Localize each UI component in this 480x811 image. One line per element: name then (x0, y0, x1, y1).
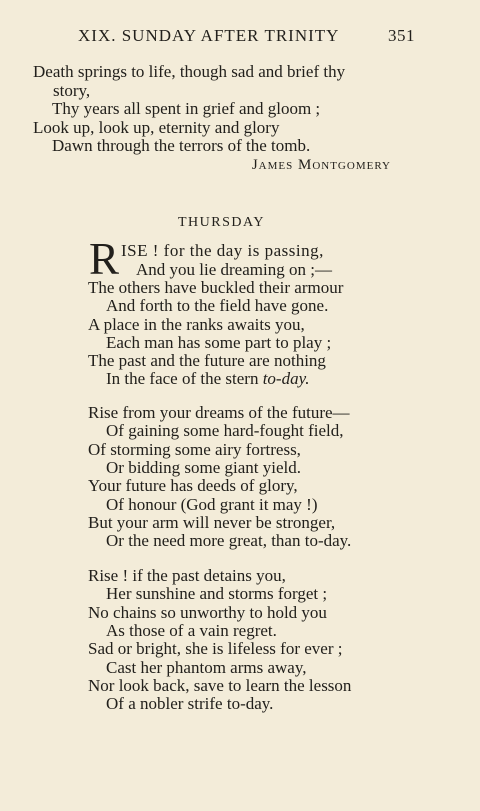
poem-attribution: James Montgomery (251, 157, 391, 173)
drop-cap: R (89, 234, 120, 284)
prev-poem-line: Thy years all spent in grief and gloom ; (52, 99, 321, 118)
poem-line (106, 369, 309, 389)
poem-line: A place in the ranks awaits you, (88, 315, 305, 334)
poem-line: No chains so unworthy to hold you (88, 603, 327, 622)
poem-line: Rise ! if the past detains you, (88, 566, 286, 585)
poem-line: Or the need more great, than to-day. (106, 531, 352, 550)
poem-line: Of honour (God grant it may !) (106, 495, 318, 514)
running-head-title: XIX. SUNDAY AFTER TRINITY (78, 26, 340, 45)
poem-line: Each man has some part to play ; (106, 333, 332, 352)
poem-line: As those of a vain regret. (106, 621, 277, 640)
page-number: 351 (388, 26, 415, 45)
poem-line: Of storming some airy fortress, (88, 440, 301, 459)
poem-line: Or bidding some giant yield. (106, 458, 302, 477)
poem-line: Her sunshine and storms forget ; (106, 584, 328, 603)
prev-poem-line: Death springs to life, though sad and brief thy (33, 62, 346, 81)
poem-line: Rise from your dreams of the future— (88, 403, 350, 422)
poem-line: Of a nobler strife to-day. (106, 694, 274, 713)
poem-line: The others have buckled their armour (88, 278, 344, 297)
poem-line: But your arm will never be stronger, (88, 513, 336, 532)
prev-poem-line: Dawn through the terrors of the tomb. (52, 136, 311, 155)
prev-poem-line: Look up, look up, eternity and glory (33, 118, 280, 137)
section-title: THURSDAY (178, 215, 265, 230)
poem-line-text: In the face of the stern (106, 369, 263, 388)
poem-line: Cast her phantom arms away, (106, 658, 307, 677)
poem-line: Your future has deeds of glory, (88, 476, 298, 495)
poem-line-italic: to-day. (262, 369, 310, 388)
poem-line: Of gaining some hard-fought field, (106, 421, 344, 440)
poem-line: And you lie dreaming on ;— (136, 260, 332, 279)
prev-poem-line: story, (53, 81, 91, 100)
poem-line: The past and the future are nothing (88, 351, 326, 370)
poem-line: Sad or bright, she is lifeless for ever ; (88, 639, 343, 658)
poem-line: And forth to the field have gone. (106, 296, 329, 315)
poem-first-line: ISE ! for the day is passing, (121, 241, 324, 260)
poem-line: Nor look back, save to learn the lesson (88, 676, 352, 695)
